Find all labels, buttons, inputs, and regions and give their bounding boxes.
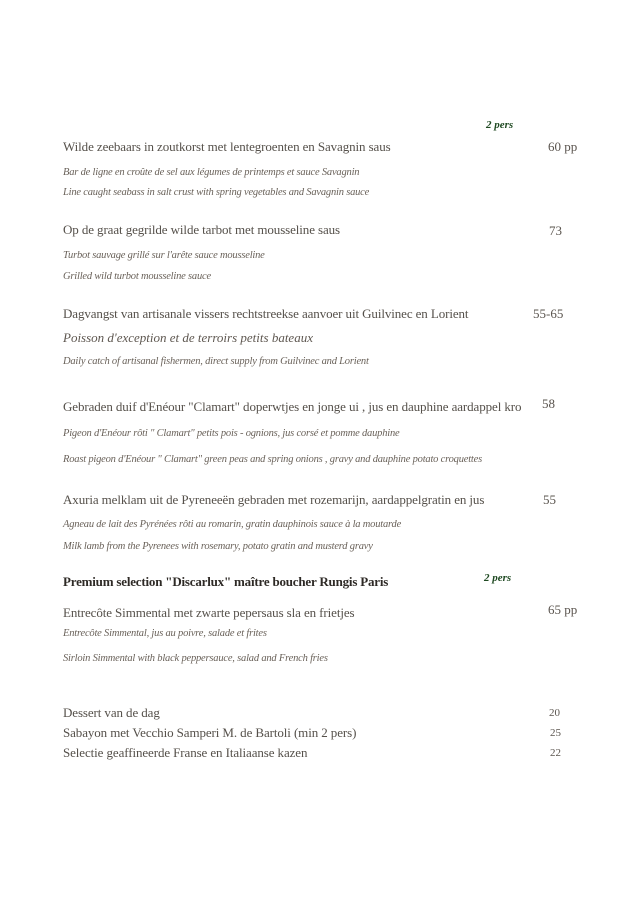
dish-desc-en: Roast pigeon d'Enéour " Clamart" green peas and spring onions , gravy and dauphine potato croquettes xyxy=(63,454,483,465)
dessert-name: Selectie geaffineerde Franse en Italiaanse kazen xyxy=(63,745,308,760)
dish-name: Axuria melklam uit de Pyreneeën gebraden met rozemarijn, aardappelgratin en jus xyxy=(63,492,485,507)
serving-note: 2 pers xyxy=(484,572,512,584)
dish-name: Op de graat gegrilde wilde tarbot met mousseline saus xyxy=(63,222,341,237)
dish-desc-en: Daily catch of artisanal fishermen, direct supply from Guilvinec and Lorient xyxy=(63,356,369,367)
serving-note: 2 pers xyxy=(486,119,514,131)
dish-price: 73 xyxy=(549,223,562,238)
dessert-price: 22 xyxy=(550,747,561,759)
dish-price: 60 pp xyxy=(548,139,578,154)
dish-name: Dagvangst van artisanale vissers rechtstreekse aanvoer uit Guilvinec en Lorient xyxy=(63,306,469,321)
dish-price: 55-65 xyxy=(533,306,564,321)
dish-price: 65 pp xyxy=(548,602,578,617)
dish-desc-fr: Pigeon d'Enéour rôti " Clamart" petits pois - ognions, jus corsé et pomme dauphine xyxy=(63,428,400,439)
dessert-price: 25 xyxy=(550,727,561,739)
dish-desc-fr: Agneau de lait des Pyrénées rôti au romarin, gratin dauphinois sauce à la moutarde xyxy=(63,519,402,530)
dish-desc-fr: Bar de ligne en croûte de sel aux légumes de printemps et sauce Savagnin xyxy=(63,167,360,178)
dish-desc-fr: Turbot sauvage grillé sur l'arête sauce mousseline xyxy=(63,250,265,261)
dish-desc-en: Line caught seabass in salt crust with spring vegetables and Savagnin sauce xyxy=(63,187,370,198)
dish-name: Wilde zeebaars in zoutkorst met lentegroenten en Savagnin saus xyxy=(63,139,391,154)
dish-desc-en: Grilled wild turbot mousseline sauce xyxy=(63,271,211,282)
dish-name: Entrecôte Simmental met zwarte pepersaus sla en frietjes xyxy=(63,605,355,620)
dessert-name: Sabayon met Vecchio Samperi M. de Bartoli (min 2 pers) xyxy=(63,725,357,740)
dish-desc-en: Milk lamb from the Pyrenees with rosemary, potato gratin and musterd gravy xyxy=(63,541,373,552)
dish-price: 58 xyxy=(542,396,555,411)
dish-desc-en: Sirloin Simmental with black peppersauce, salad and French fries xyxy=(63,653,328,664)
dessert-name: Dessert van de dag xyxy=(63,705,160,720)
dessert-price: 20 xyxy=(549,707,560,719)
section-heading: Premium selection "Discarlux" maître boucher Rungis Paris xyxy=(63,574,389,589)
dish-desc-fr: Poisson d'exception et de terroirs petits bateaux xyxy=(63,330,313,345)
dish-name: Gebraden duif d'Enéour "Clamart" doperwtjes en jonge ui , jus en dauphine aardappel kro xyxy=(63,399,522,414)
dish-price: 55 xyxy=(543,492,556,507)
dish-desc-fr: Entrecôte Simmental, jus au poivre, salade et frites xyxy=(63,628,267,639)
